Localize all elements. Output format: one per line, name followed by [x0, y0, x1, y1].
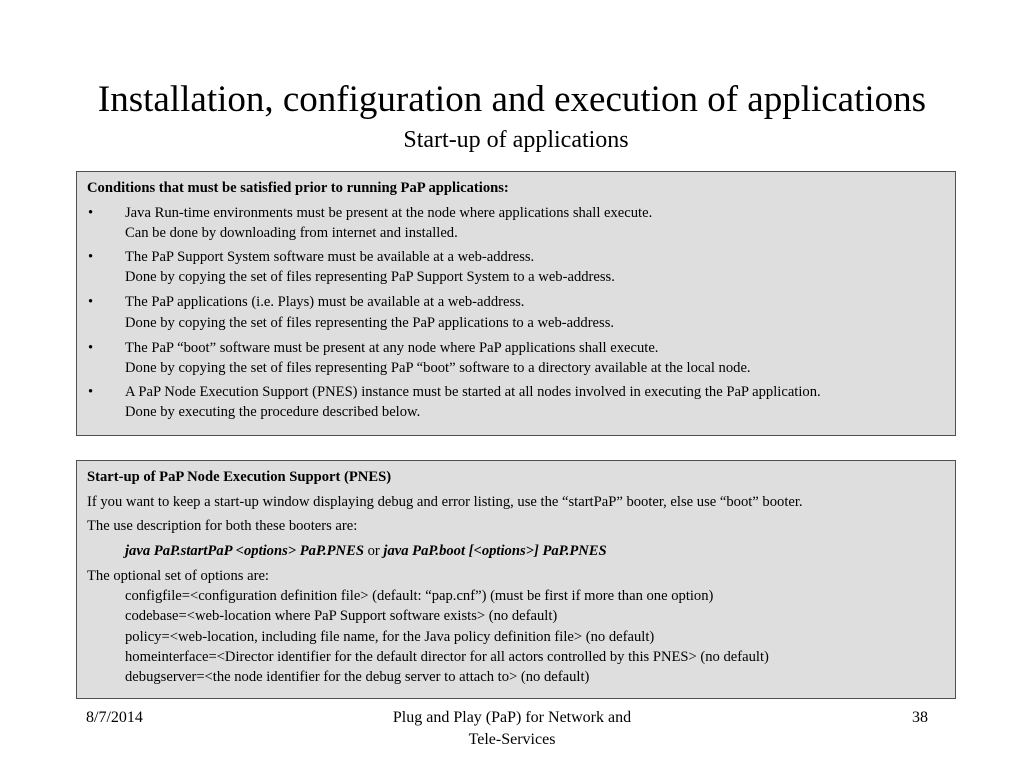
option-homeinterface: homeinterface=<Director identifier for the default director for all actors controlled by this PNES> (no default) [125, 649, 769, 665]
bullet-line-1: The PaP applications (i.e. Plays) must be available at a web-address. [125, 294, 525, 310]
footer-date: 8/7/2014 [86, 709, 143, 726]
startup-box [76, 460, 956, 699]
command-startpap: java PaP.startPaP <options> PaP.PNES [125, 543, 364, 559]
startup-paragraph-2: The use description for both these booters are: [87, 518, 358, 534]
footer-title [362, 707, 662, 751]
page-number: 38 [912, 709, 928, 726]
bullet-line-2: Can be done by downloading from internet and installed. [125, 225, 458, 241]
bullet-icon: • [88, 294, 94, 310]
command-line [125, 541, 607, 561]
command-or: or [363, 543, 384, 559]
conditions-heading: Conditions that must be satisfied prior to running PaP applications: [87, 180, 509, 196]
bullet-line-1: The PaP “boot” software must be present at any node where PaP applications shall execute. [125, 340, 659, 356]
bullet-line-2: Done by copying the set of files representing PaP “boot” software to a directory available at the local node. [125, 360, 751, 376]
slide-title: Installation, configuration and execution of applications [97, 79, 927, 120]
bullet-icon: • [88, 205, 94, 221]
option-policy: policy=<web-location, including file name, for the Java policy definition file> (no default) [125, 629, 655, 645]
bullet-line-2: Done by copying the set of files representing PaP Support System to a web-address. [125, 269, 615, 285]
options-intro: The optional set of options are: [87, 568, 269, 584]
option-configfile: configfile=<configuration definition file> (default: “pap.cnf”) (must be first if more than one option) [125, 588, 714, 604]
bullet-line-2: Done by copying the set of files representing the PaP applications to a web-address. [125, 315, 615, 331]
option-codebase: codebase=<web-location where PaP Support software exists> (no default) [125, 608, 558, 624]
bullet-line-1: Java Run-time environments must be present at the node where applications shall execute. [125, 205, 653, 221]
command-boot: java PaP.boot [<options>] PaP.PNES [383, 543, 607, 559]
slide-subtitle: Start-up of applications [403, 127, 629, 153]
bullet-icon: • [88, 384, 94, 400]
bullet-line-1: A PaP Node Execution Support (PNES) instance must be started at all nodes involved in executing the PaP application. [125, 384, 821, 400]
startup-heading: Start-up of PaP Node Execution Support (PNES) [87, 469, 392, 485]
conditions-box [76, 171, 956, 436]
bullet-line-2: Done by executing the procedure described below. [125, 404, 421, 420]
option-debugserver: debugserver=<the node identifier for the debug server to attach to> (no default) [125, 669, 590, 685]
footer-title-line-2: Tele-Services [468, 731, 556, 748]
bullet-line-1: The PaP Support System software must be available at a web-address. [125, 249, 535, 265]
bullet-icon: • [88, 249, 94, 265]
bullet-icon: • [88, 340, 94, 356]
footer-title-line-1: Plug and Play (PaP) for Network and [392, 709, 632, 726]
startup-paragraph-1: If you want to keep a start-up window displaying debug and error listing, use the “startPaP” booter, else use “boot” booter. [87, 494, 803, 510]
